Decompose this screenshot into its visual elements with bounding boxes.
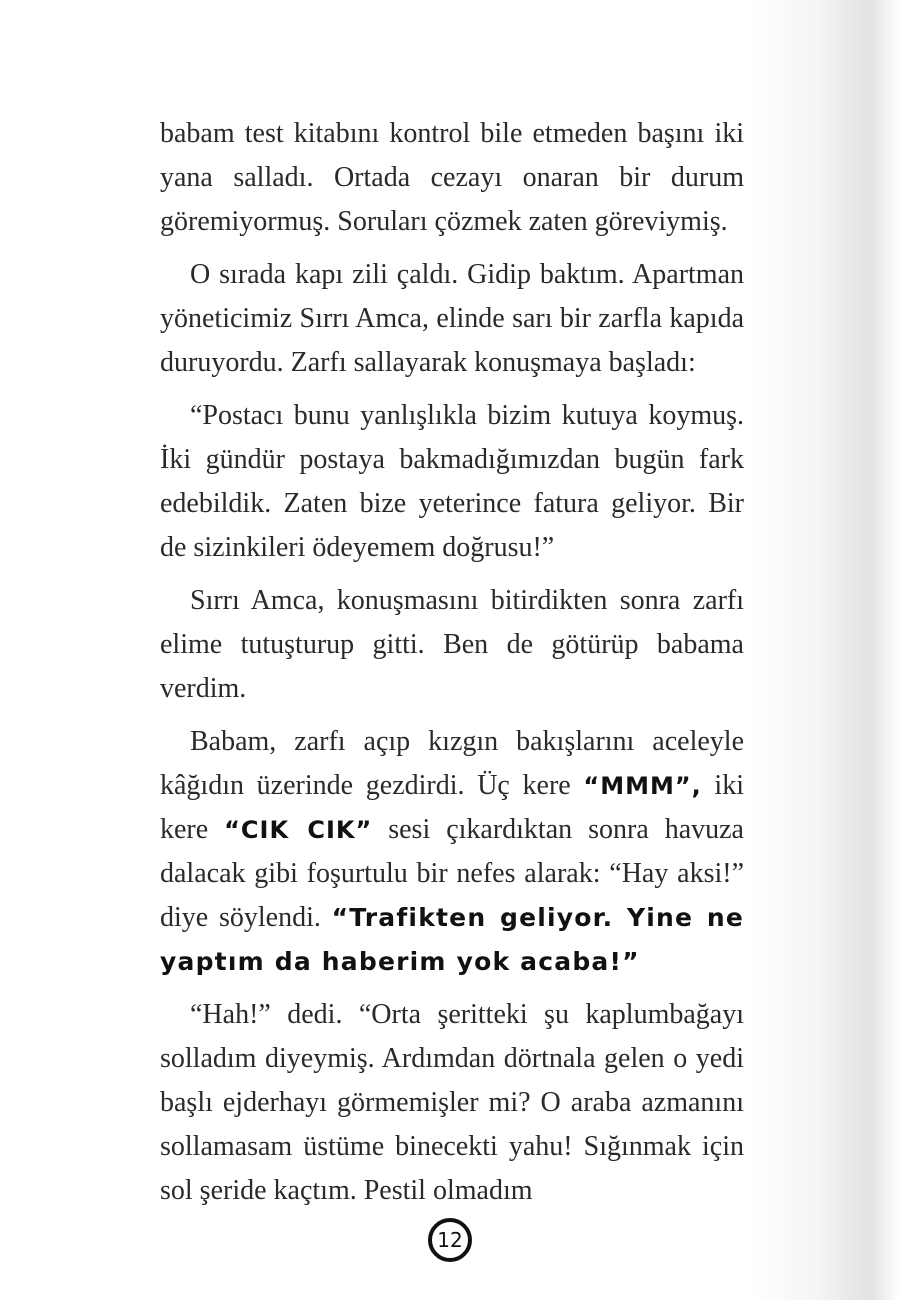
paragraph-5-text-c: sesi çıkardıktan sonra havuza dalacak gibi foşurtulu bir nefes alarak: “Hay aksi!” diye söylendi.	[160, 814, 744, 933]
paragraph-5-text-b: iki kere	[160, 770, 744, 845]
paragraph-5-text-a: Babam, zarfı açıp kızgın bakışlarını aceleyle kâğıdın üzerinde gezdirdi. Üç kere	[160, 726, 744, 801]
paragraph-6: “Hah!” dedi. “Orta şeritteki şu kaplumbağayı solladım diyeymiş. Ardımdan dörtnala gelen o yedi başlı ejderhayı görmemişler mi? O araba azmanını sollamasam üstüme binecekti yahu! Sığınmak için sol şeride kaçtım. Pestil olmadım	[160, 999, 744, 1206]
page-body	[160, 112, 744, 1222]
paragraph-5	[160, 720, 744, 984]
paragraph-3: “Postacı bunu yanlışlıkla bizim kutuya koymuş. İki gündür postaya bakmadığımızdan bugün fark edebildik. Zaten bize yeterince fatura geliyor. Bir de sizinkileri ödeyemem doğrusu!”	[160, 400, 744, 563]
paragraph-4: Sırrı Amca, konuşmasını bitirdikten sonra zarfı elime tutuşturup gitti. Ben de götürüp babama verdim.	[160, 585, 744, 704]
paragraph-1: babam test kitabını kontrol bile etmeden başını iki yana salladı. Ortada cezayı onaran bir durum göremiyormuş. Soruları çözmek zaten göreviymiş.	[160, 118, 744, 237]
handwritten-cik-cik: “CIK CIK”	[224, 816, 373, 844]
page-gutter-shadow	[750, 0, 900, 1300]
handwritten-mmm: “MMM”,	[583, 772, 702, 800]
handwritten-quote: “Trafikten geliyor. Yine ne yaptım da haberim yok acaba!”	[160, 903, 744, 976]
page-number-badge	[428, 1218, 472, 1262]
paragraph-2: O sırada kapı zili çaldı. Gidip baktım. Apartman yöneticimiz Sırrı Amca, elinde sarı bir zarfla kapıda duruyordu. Zarfı sallayarak konuşmaya başladı:	[160, 259, 744, 378]
page-number: 12	[437, 1228, 463, 1252]
